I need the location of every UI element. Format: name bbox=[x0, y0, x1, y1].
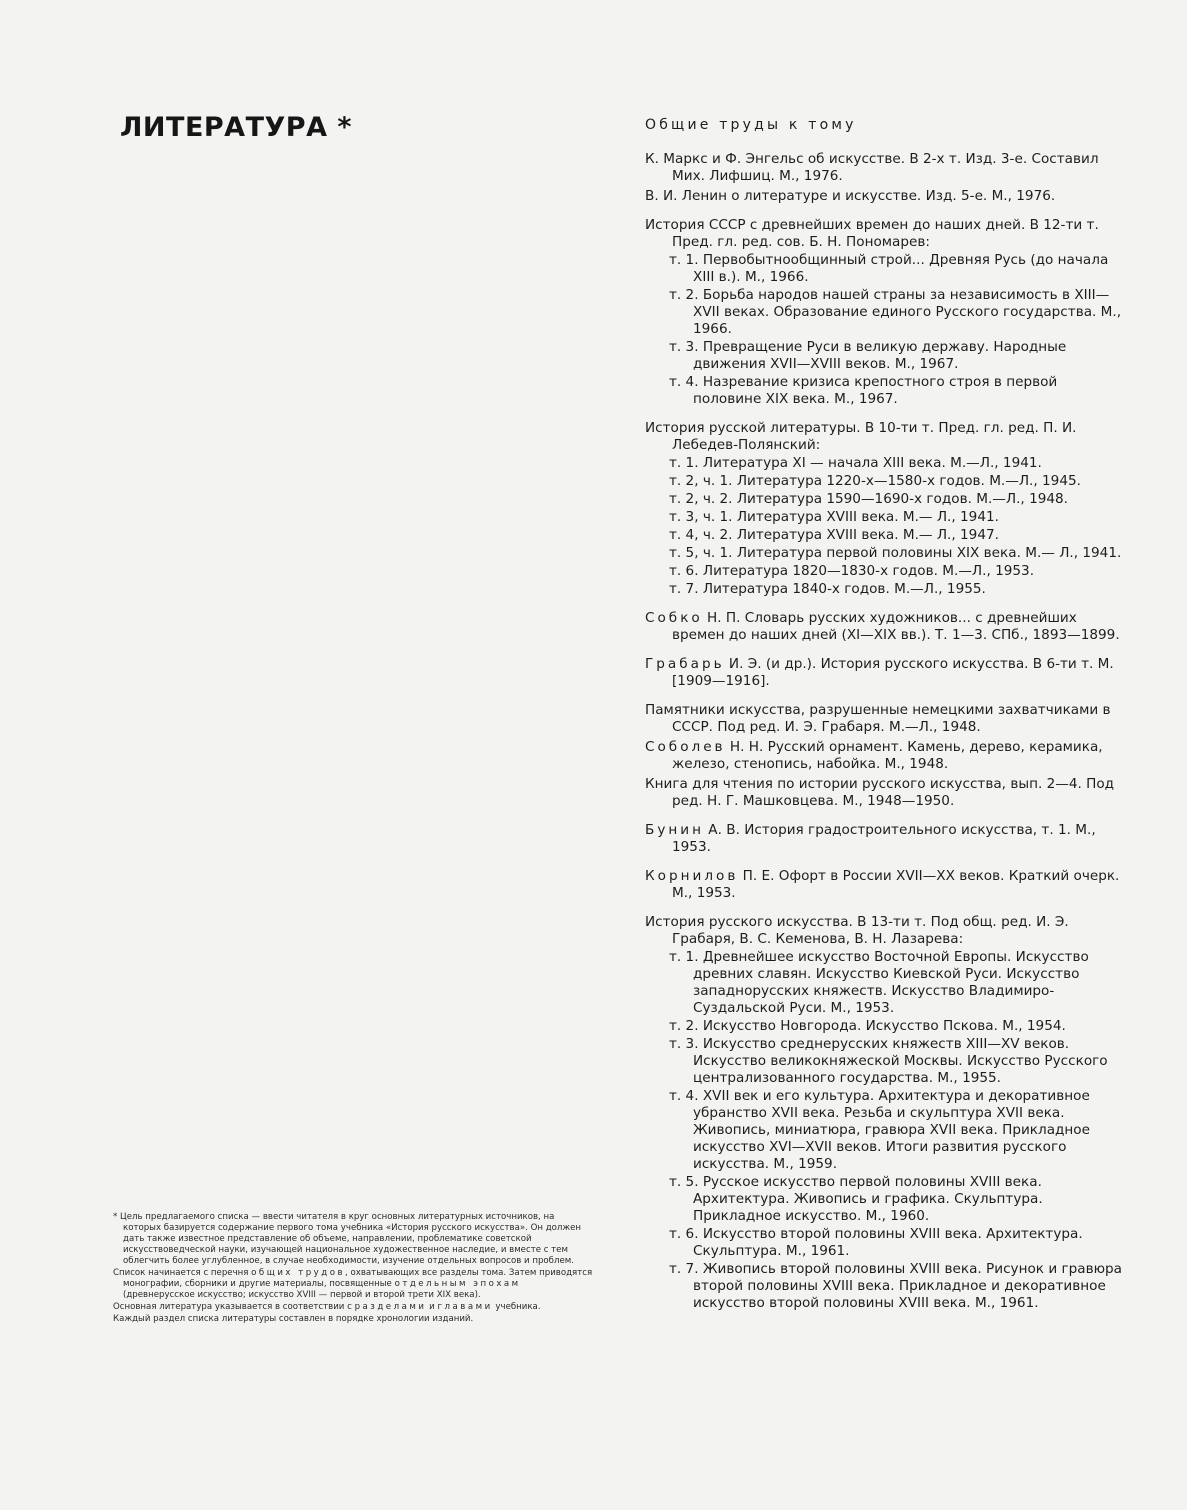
entry-title: А. В. История градостроительного искусства, т. 1. М., 1953. bbox=[672, 822, 1096, 855]
bibliography-group bbox=[645, 217, 1125, 408]
volume-entry: т. 3. Искусство среднерусских княжеств XIII—XV веков. Искусство великокняжеской Москвы. Искусство Русского централизованного государства. М., 1955. bbox=[669, 1036, 1108, 1086]
volume-entry: т. 4. Назревание кризиса крепостного строя в первой половине XIX века. М., 1967. bbox=[669, 374, 1058, 407]
entry-author: Бунин bbox=[645, 822, 704, 838]
footnote-paragraph-3: Основная литература указывается в соответствии с разделами и главами учебника. bbox=[113, 1302, 541, 1312]
volume-entry: т. 2. Борьба народов нашей страны за независимость в XIII—XVII веках. Образование единого Русского государства. М., 1966. bbox=[669, 287, 1122, 337]
volume-entry: т. 4. XVII век и его культура. Архитектура и декоративное убранство XVII века. Резьба и скульптура XVII века. Живопись, миниатюра, гравюра XVII века. Прикладное искусство XVI—XVII веков. Итоги развития русского искусства. М., 1959. bbox=[669, 1088, 1090, 1172]
entry-text bbox=[645, 868, 1125, 902]
volume-entry: т. 1. Литература XI — начала XIII века. М.—Л., 1941. bbox=[669, 455, 1042, 471]
bibliography-entry bbox=[645, 914, 1125, 1312]
entry-text bbox=[645, 914, 1125, 948]
footnote bbox=[113, 1212, 593, 1326]
footnote-paragraph-1: * Цель предлагаемого списка — ввести читателя в круг основных литературных источников, на которых базируется содержание первого тома учебника «История русского искусства». Он должен дать также известное представление об объеме, направлении, проблематике советской искусствоведческой науки, изучающей национальное художественное наследие, и вместе с тем облегчить более углубленное, в случае необходимости, изучение отдельных вопросов и проблем. bbox=[113, 1212, 582, 1266]
entry-text bbox=[645, 739, 1125, 773]
bibliography-entry bbox=[645, 822, 1125, 856]
volume-entry: т. 4, ч. 2. Литература XVIII века. М.— Л., 1947. bbox=[669, 527, 999, 543]
bibliography-group bbox=[645, 868, 1125, 902]
bibliography-entry bbox=[645, 656, 1125, 690]
entry-text bbox=[645, 217, 1125, 251]
volume-entry: т. 5. Русское искусство первой половины XVIII века. Архитектура. Живопись и графика. Скульптура. Прикладное искусство. М., 1960. bbox=[669, 1174, 1043, 1224]
bibliography-list bbox=[645, 151, 1125, 1312]
footnote-paragraph-2: Список начинается с перечня общих трудов, охватывающих все разделы тома. Затем приводятся монографии, сборники и другие материалы, посвященные отдельным эпохам (древнерусское искусство; искусство XVIII — первой и второй трети XIX века). bbox=[113, 1268, 593, 1300]
entry-text bbox=[645, 151, 1125, 185]
volume-entry: т. 6. Литература 1820—1830-х годов. М.—Л., 1953. bbox=[669, 563, 1035, 579]
bibliography-group bbox=[645, 151, 1125, 205]
section-heading: Общие труды к тому bbox=[645, 117, 857, 133]
bibliography-entry bbox=[645, 420, 1125, 598]
entry-text bbox=[645, 776, 1125, 810]
entry-title: История русского искусства. В 13-ти т. Под общ. ред. И. Э. Грабаря, В. С. Кеменова, В. Н. Лазарева: bbox=[645, 914, 1069, 947]
entry-author: Грабарь bbox=[645, 656, 725, 672]
volume-entry: т. 7. Литература 1840-х годов. М.—Л., 1955. bbox=[669, 581, 986, 597]
volume-entry: т. 3, ч. 1. Литература XVIII века. М.— Л., 1941. bbox=[669, 509, 999, 525]
bibliography-group bbox=[645, 822, 1125, 856]
entry-text bbox=[645, 188, 1125, 205]
volume-entry: т. 2, ч. 1. Литература 1220-х—1580-х годов. М.—Л., 1945. bbox=[669, 473, 1081, 489]
bibliography-entry bbox=[645, 610, 1125, 644]
entry-title: Н. П. Словарь русских художников... с древнейших времен до наших дней (XI—XIX вв.). Т. 1—3. СПб., 1893—1899. bbox=[672, 610, 1120, 643]
bibliography-entry bbox=[645, 702, 1125, 736]
volume-entry: т. 2, ч. 2. Литература 1590—1690-х годов. М.—Л., 1948. bbox=[669, 491, 1068, 507]
entry-title: И. Э. (и др.). История русского искусства. В 6-ти т. М. [1909—1916]. bbox=[672, 656, 1114, 689]
bibliography-entry bbox=[645, 868, 1125, 902]
entry-title: П. Е. Офорт в России XVII—XX веков. Краткий очерк. М., 1953. bbox=[672, 868, 1120, 901]
volume-entry: т. 6. Искусство второй половины XVIII века. Архитектура. Скульптура. М., 1961. bbox=[669, 1226, 1083, 1259]
entry-text bbox=[645, 420, 1125, 454]
footnote-paragraph-4: Каждый раздел списка литературы составлен в порядке хронологии изданий. bbox=[113, 1314, 474, 1324]
entry-title: Н. Н. Русский орнамент. Камень, дерево, керамика, железо, стенопись, набойка. М., 1948. bbox=[672, 739, 1103, 772]
entry-text bbox=[645, 702, 1125, 736]
bibliography-group bbox=[645, 702, 1125, 810]
entry-text bbox=[645, 822, 1125, 856]
bibliography-group bbox=[645, 656, 1125, 690]
entry-title: Памятники искусства, разрушенные немецкими захватчиками в СССР. Под ред. И. Э. Грабаря. М.—Л., 1948. bbox=[645, 702, 1111, 735]
entry-title: К. Маркс и Ф. Энгельс об искусстве. В 2-х т. Изд. 3-е. Составил Мих. Лифшиц. М., 1976. bbox=[645, 151, 1099, 184]
volume-entry: т. 7. Живопись второй половины XVIII века. Рисунок и гравюра второй половины XVIII века. Прикладное и декоративное искусство второй половины XVIII века. М., 1961. bbox=[669, 1261, 1123, 1311]
bibliography-entry bbox=[645, 151, 1125, 185]
bibliography-entry bbox=[645, 217, 1125, 408]
entry-author: Корнилов bbox=[645, 868, 739, 884]
volume-entry: т. 1. Первобытнообщинный строй... Древняя Русь (до начала XIII в.). М., 1966. bbox=[669, 252, 1109, 285]
entry-title: В. И. Ленин о литературе и искусстве. Изд. 5-е. М., 1976. bbox=[645, 188, 1056, 204]
bibliography-entry bbox=[645, 739, 1125, 773]
bibliography-entry bbox=[645, 776, 1125, 810]
bibliography-group bbox=[645, 610, 1125, 644]
entry-title: Книга для чтения по истории русского искусства, вып. 2—4. Под ред. Н. Г. Машковцева. М., 1948—1950. bbox=[645, 776, 1115, 809]
entry-text bbox=[645, 656, 1125, 690]
volume-entry: т. 1. Древнейшее искусство Восточной Европы. Искусство древних славян. Искусство Киевской Руси. Искусство западнорусских княжеств. Искусство Владимиро-Суздальской Руси. М., 1953. bbox=[669, 949, 1089, 1016]
entry-title: История русской литературы. В 10-ти т. Пред. гл. ред. П. И. Лебедев-Полянский: bbox=[645, 420, 1077, 453]
entry-author: Соболев bbox=[645, 739, 726, 755]
bibliography-column bbox=[645, 117, 1125, 1324]
volume-entry: т. 5, ч. 1. Литература первой половины XIX века. М.— Л., 1941. bbox=[669, 545, 1122, 561]
bibliography-entry bbox=[645, 188, 1125, 205]
bibliography-group bbox=[645, 420, 1125, 598]
volume-entry: т. 2. Искусство Новгорода. Искусство Пскова. М., 1954. bbox=[669, 1018, 1066, 1034]
entry-text bbox=[645, 610, 1125, 644]
entry-author: Собко bbox=[645, 610, 703, 626]
bibliography-group bbox=[645, 914, 1125, 1312]
volume-entry: т. 3. Превращение Руси в великую державу. Народные движения XVII—XVIII веков. М., 1967. bbox=[669, 339, 1067, 372]
page-title: ЛИТЕРАТУРА * bbox=[120, 112, 353, 143]
entry-title: История СССР с древнейших времен до наших дней. В 12-ти т. Пред. гл. ред. сов. Б. Н. Пономарев: bbox=[645, 217, 1099, 250]
